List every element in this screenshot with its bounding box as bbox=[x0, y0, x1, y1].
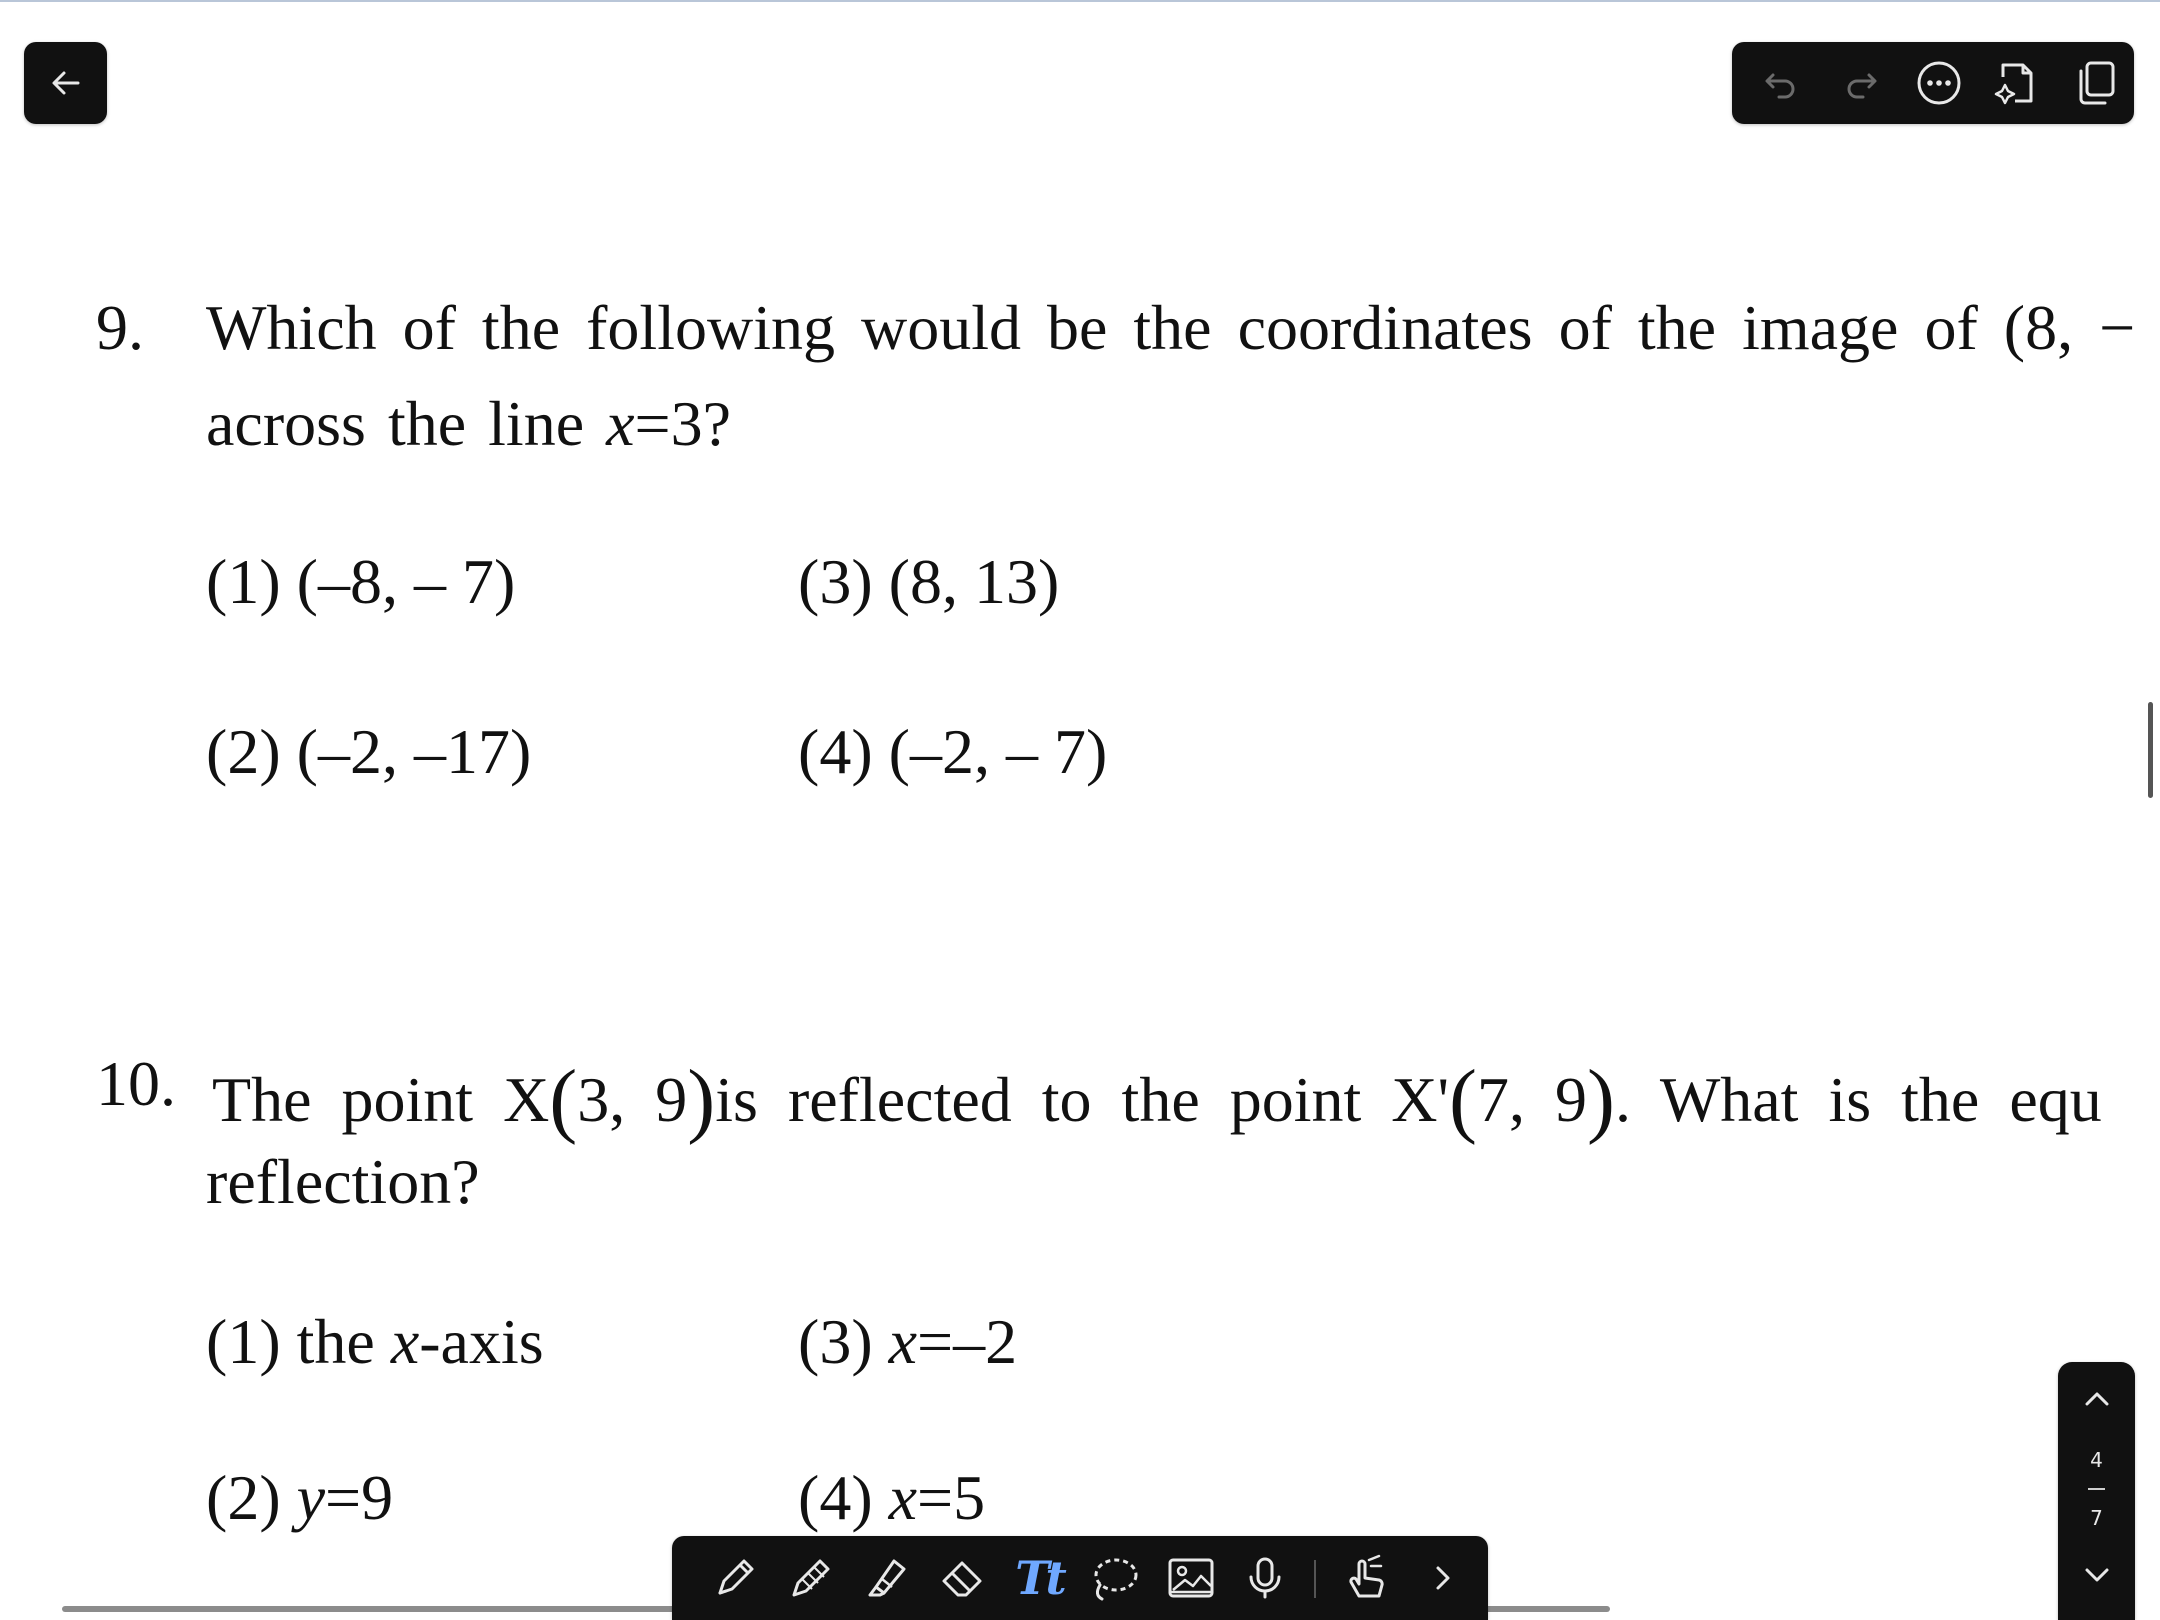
choice-math: x bbox=[888, 1306, 918, 1377]
pencil-tool-button[interactable] bbox=[778, 1536, 844, 1620]
next-page-button[interactable] bbox=[2058, 1550, 2135, 1600]
image-icon bbox=[1165, 1552, 1217, 1604]
page-navigator bbox=[2058, 1362, 2135, 1620]
question-10-choice-3 bbox=[798, 1306, 1018, 1377]
question-9-choice-4 bbox=[798, 716, 1108, 787]
point-x-prime-label: X' bbox=[1391, 1064, 1450, 1135]
choice-pre: the bbox=[296, 1306, 391, 1377]
close-paren: ) bbox=[1587, 1053, 1615, 1146]
choice-math: y bbox=[296, 1462, 326, 1533]
question-10-choice-4 bbox=[798, 1462, 986, 1533]
question-9-line2-equation: =3? bbox=[634, 388, 731, 459]
vertical-scrollbar[interactable] bbox=[2148, 702, 2153, 798]
touch-pointer-button[interactable] bbox=[1332, 1536, 1398, 1620]
expand-chevron-icon bbox=[1428, 1563, 1458, 1593]
pencil-icon bbox=[786, 1553, 836, 1603]
choice-label: (3) bbox=[798, 1306, 873, 1377]
highlighter-tool-button[interactable] bbox=[854, 1536, 920, 1620]
microphone-icon bbox=[1240, 1553, 1290, 1603]
question-10-text-b: is reflected to the point bbox=[715, 1064, 1362, 1135]
pen-icon bbox=[710, 1553, 760, 1603]
question-9-line2-variable: x bbox=[606, 388, 635, 459]
open-paren: ( bbox=[549, 1053, 578, 1146]
total-pages-number: 7 bbox=[2090, 1506, 2103, 1530]
chevron-down-icon bbox=[2082, 1560, 2112, 1590]
question-9-text-line1: Which of the following would be the coordinates of the image of (8, − bbox=[206, 292, 2136, 363]
eraser-tool-button[interactable] bbox=[930, 1536, 996, 1620]
eraser-icon bbox=[938, 1553, 988, 1603]
choice-post: =9 bbox=[325, 1462, 394, 1533]
choice-label: (2) bbox=[206, 1462, 281, 1533]
text-tool-button[interactable] bbox=[1006, 1536, 1072, 1620]
point-x-coords: 3, 9 bbox=[577, 1064, 688, 1135]
question-10-choice-2 bbox=[206, 1462, 394, 1533]
choice-label: (4) bbox=[798, 1462, 873, 1533]
question-9-choice-1 bbox=[206, 546, 516, 617]
toolbar-divider bbox=[1314, 1560, 1316, 1598]
question-10-number: 10. bbox=[96, 1048, 176, 1119]
touch-pointer-icon bbox=[1339, 1552, 1391, 1604]
drawing-toolbar bbox=[672, 1536, 1488, 1620]
close-paren: ) bbox=[687, 1053, 716, 1146]
expand-toolbar-button[interactable] bbox=[1410, 1536, 1476, 1620]
current-page-number: 4 bbox=[2090, 1448, 2103, 1472]
choice-post: =5 bbox=[917, 1462, 986, 1533]
point-x-prime-coords: 7, 9 bbox=[1477, 1064, 1588, 1135]
question-9-choice-2 bbox=[206, 716, 532, 787]
choice-label: (2) bbox=[206, 716, 281, 787]
question-10-text-c: . What is the equ bbox=[1615, 1064, 2102, 1135]
choice-value: (–2, –17) bbox=[296, 716, 532, 787]
lasso-icon bbox=[1088, 1551, 1142, 1605]
text-tool-icon: Tt bbox=[1015, 1551, 1063, 1605]
choice-label: (3) bbox=[798, 546, 873, 617]
point-x-label: X bbox=[503, 1064, 550, 1135]
choice-value: (8, 13) bbox=[888, 546, 1060, 617]
question-10-text-line2: reflection? bbox=[206, 1146, 480, 1217]
image-tool-button[interactable] bbox=[1158, 1536, 1224, 1620]
open-paren: ( bbox=[1449, 1053, 1478, 1146]
page-separator bbox=[2088, 1488, 2105, 1490]
choice-math: x bbox=[390, 1306, 420, 1377]
question-10-text-line1 bbox=[212, 1052, 2102, 1146]
highlighter-icon bbox=[862, 1553, 912, 1603]
choice-label: (4) bbox=[798, 716, 873, 787]
previous-page-button[interactable] bbox=[2058, 1374, 2135, 1424]
chevron-up-icon bbox=[2082, 1384, 2112, 1414]
choice-label: (1) bbox=[206, 546, 281, 617]
question-9-choice-3 bbox=[798, 546, 1060, 617]
question-9-number: 9. bbox=[96, 292, 144, 363]
choice-label: (1) bbox=[206, 1306, 281, 1377]
microphone-button[interactable] bbox=[1232, 1536, 1298, 1620]
choice-post: -axis bbox=[419, 1306, 544, 1377]
question-9-line2-text: across the line bbox=[206, 388, 585, 459]
question-10-choice-1 bbox=[206, 1306, 544, 1377]
question-10-text-a: The point bbox=[212, 1064, 474, 1135]
choice-math: x bbox=[888, 1462, 918, 1533]
choice-post: =–2 bbox=[917, 1306, 1018, 1377]
choice-value: (–2, – 7) bbox=[888, 716, 1108, 787]
question-9-text-line2 bbox=[206, 388, 731, 459]
pen-tool-button[interactable] bbox=[702, 1536, 768, 1620]
choice-value: (–8, – 7) bbox=[296, 546, 516, 617]
lasso-tool-button[interactable] bbox=[1082, 1536, 1148, 1620]
